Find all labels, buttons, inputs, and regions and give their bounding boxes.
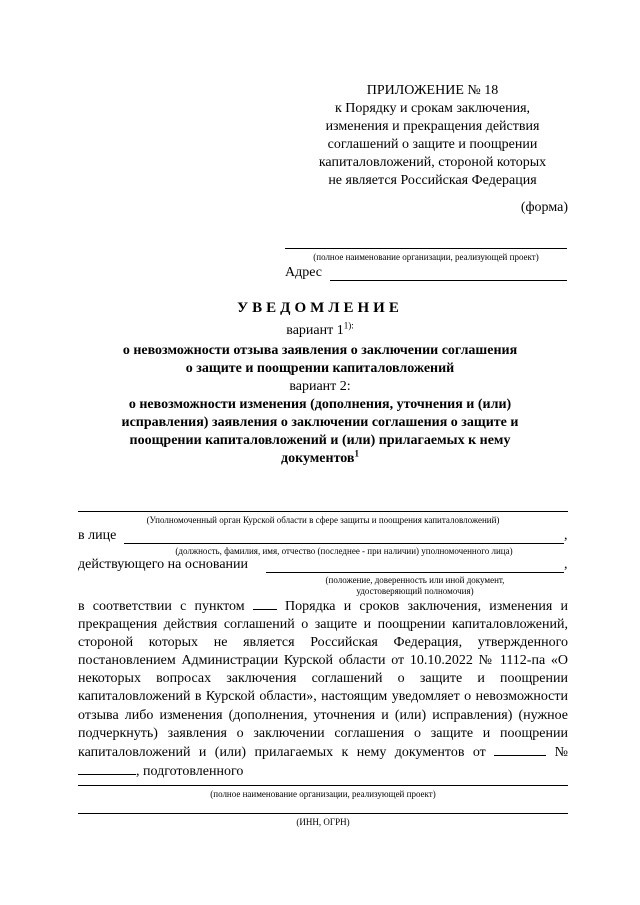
footer-org-line [78,785,568,786]
appendix-title: ПРИЛОЖЕНИЕ № 18 [366,83,499,98]
variant2-label: вариант 2: [289,379,351,394]
basis-caption-line: удостоверяющий полномочия) [356,586,474,596]
person-label: в лице [78,528,117,543]
basis-comma: , [564,557,568,572]
address-label: Адрес [285,265,323,280]
person-caption: (должность, фамилия, имя, отчество (последнее - при наличии) уполномоченного лица) [175,546,513,556]
variant2-footnote: 1 [354,448,359,459]
clause-number-blank [253,597,277,610]
variant1-label: вариант 1 [286,323,344,338]
appendix-line: не является Российская Федерация [328,173,537,188]
variant2-text-line: поощрении капиталовложений и (или) прилагаемых к нему [129,433,511,448]
number-sign: № [554,744,569,760]
variant1-text-line: о невозможности отзыва заявления о заключении соглашения [122,343,518,358]
appendix-block [300,82,565,190]
appendix-line: изменения и прекращения действия [325,119,540,134]
variant1-text-line: о защите и поощрении капиталовложений [185,361,455,376]
variant1-footnote: 1): [343,320,354,331]
authority-line [78,511,568,512]
number-blank [78,762,136,775]
basis-line [266,572,564,573]
org-name-caption: (полное наименование организации, реализующей проект) [313,252,539,262]
appendix-line: соглашений о защите и поощрении [327,137,538,152]
notice-title: УВЕДОМЛЕНИЕ [237,300,403,316]
authority-caption: (Уполномоченный орган Курской области в сфере защиты и поощрения капиталовложений) [146,515,500,525]
basis-label: действующего на основании [78,557,249,572]
person-comma: , [564,528,568,543]
body-text-part: в соответствии с пунктом [78,599,245,614]
footer-inn-line [78,813,568,814]
appendix-line: к Порядку и срокам заключения, [334,101,531,116]
address-line [330,280,567,281]
org-name-line [285,248,567,249]
variant1-heading [75,322,565,340]
basis-caption-line: (положение, доверенность или иной документ, [325,575,505,585]
appendix-line: капиталовложений, стороной которых [318,155,547,170]
variant2-text-line: исправления) заявления о заключении соглашения о защите и [121,415,519,430]
person-line [124,543,564,544]
footer-inn-caption: (ИНН, ОГРН) [296,817,350,827]
body-text-part: , подготовленного [136,763,244,779]
body-paragraph [78,597,568,781]
form-label: (форма) [520,200,568,215]
body-text-part: Порядка и сроков заключения, изменения и прекращения действия соглашений о защите и поощрении капиталовложений, стороной которых не является Российская Федерация, утвержденного постановлением Администрации Курской области от 10.10.2022 № 1112-па «О некоторых вопросах заключения соглашений о защите и поощрении капиталовложений в Курской области», настоящим уведомляет о невозможности отзыва либо изменения (дополнения, уточнения и (или) исправления) (нужное подчеркнуть) заявления о заключении соглашения о защите и поощрении капиталовложений и (или) прилагаемых к нему документов от [78,599,569,760]
variant2-text-line: о невозможности изменения (дополнения, уточнения и (или) [128,397,512,412]
footer-org-caption: (полное наименование организации, реализующей проект) [210,789,436,799]
variant2-text-line: документов$^1$ [281,448,359,466]
date-blank [494,743,546,756]
